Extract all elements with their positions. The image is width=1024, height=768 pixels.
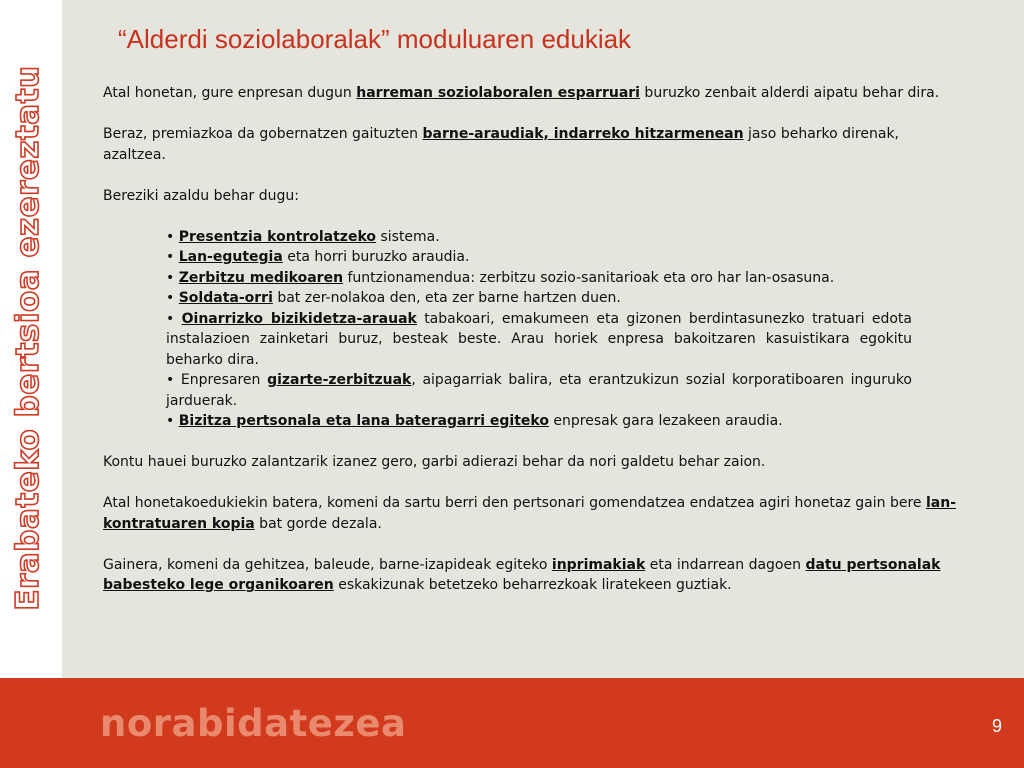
bullet-item: [166, 247, 912, 268]
highlight-term: Bizitza pertsonala eta lana bateragarri egiteko: [178, 413, 549, 429]
highlight-term: gizarte-zerbitzuak: [267, 372, 412, 388]
bullet-prefix: • Enpresaren: [166, 372, 268, 388]
text-run: bat zer-nolakoa den, eta zer barne hartzen duen.: [272, 290, 621, 306]
highlight-term: Lan-egutegia: [178, 249, 283, 265]
paragraph-regulations: [103, 124, 965, 165]
highlight-term: barne-araudiak, indarreko hitzarmenean: [422, 126, 744, 142]
text-run: funtzionamendua: zerbitzu sozio-sanitarioak eta oro har lan-osasuna.: [343, 269, 835, 286]
text-run: bat gorde dezala.: [254, 515, 382, 532]
bullet-prefix: •: [166, 413, 179, 429]
text-run: Gainera, komeni da gehitzea, baleude, barne-izapideak egiteko: [103, 556, 552, 573]
highlight-term: Soldata-orri: [178, 290, 273, 306]
text-run: sistema.: [376, 228, 440, 245]
bullet-item: [166, 227, 912, 248]
slide-body: [103, 83, 965, 616]
text-run: eskakizunak betetzeko beharrezkoak liratekeen guztiak.: [333, 577, 732, 593]
highlight-term: Oinarrizko bizikidetza-arauak: [181, 310, 417, 327]
bullet-prefix: •: [166, 310, 182, 327]
bullet-item: [166, 309, 912, 371]
bullet-prefix: •: [166, 228, 179, 245]
highlight-term: inprimakiak: [551, 556, 646, 573]
bullet-prefix: •: [166, 269, 179, 286]
bullet-item: [166, 370, 912, 411]
footer-bar: [0, 678, 1024, 768]
highlight-term: harreman soziolaboralen esparruari: [356, 85, 640, 101]
bullet-item: [166, 288, 912, 309]
highlight-term: Zerbitzu medikoaren: [178, 269, 344, 286]
highlight-term: lan-kontratuaren kopia: [103, 495, 957, 532]
text-run: , aipagarriak balira, eta erantzukizun sozial korporatiboaren inguruko jarduerak.: [166, 372, 912, 409]
bullet-item: [166, 411, 912, 432]
paragraph-lead-in: Bereziki azaldu behar dugu:: [103, 187, 299, 204]
paragraph-forms: [103, 555, 965, 596]
brand-logo-text: norabidatezea: [100, 702, 407, 745]
paragraph-intro: [103, 83, 965, 104]
sidebar: [0, 0, 62, 678]
text-run: Atal honetan, gure enpresan dugun: [103, 85, 357, 101]
text-run: buruzko zenbait alderdi aipatu behar dira.: [639, 85, 940, 101]
bullet-prefix: •: [166, 249, 179, 265]
text-run: enpresak gara lezakeen araudia.: [548, 413, 783, 429]
bullet-list: [103, 227, 912, 432]
slide-title: “Alderdi soziolaboralak” moduluaren edukiak: [118, 24, 632, 54]
text-run: Beraz, premiazkoa da gobernatzen gaituzten: [103, 126, 423, 142]
text-run: eta horri buruzko araudia.: [282, 249, 470, 265]
text-run: jaso beharko direnak, azaltzea.: [103, 126, 900, 163]
text-run: Atal honetakoedukiekin batera, komeni da sartu berri den pertsonari gomendatzea endatzea agiri honetaz gain bere: [103, 495, 926, 511]
highlight-term: datu pertsonalak babesteko lege organikoaren: [103, 556, 941, 593]
bullet-prefix: •: [166, 290, 179, 306]
vertical-watermark-title: Erabateko bertsioa ezereztatu: [10, 65, 46, 611]
paragraph-contract: [103, 493, 965, 534]
text-run: tabakoari, emakumeen eta gizonen berdintasunezko tratuari edota instalazioen zainketari buruz, besteak beste. Arau horiek enpresa bakoitzaren kasuistikara egokitu beharko dira.: [166, 310, 912, 368]
paragraph-questions: Kontu hauei buruzko zalantzarik izanez gero, garbi adierazi behar da nori galdetu behar zaion.: [103, 454, 766, 470]
bullet-item: [166, 268, 912, 289]
text-run: eta indarrean dagoen: [645, 556, 806, 573]
page-number: 9: [991, 716, 1002, 736]
highlight-term: Presentzia kontrolatzeko: [178, 228, 377, 245]
